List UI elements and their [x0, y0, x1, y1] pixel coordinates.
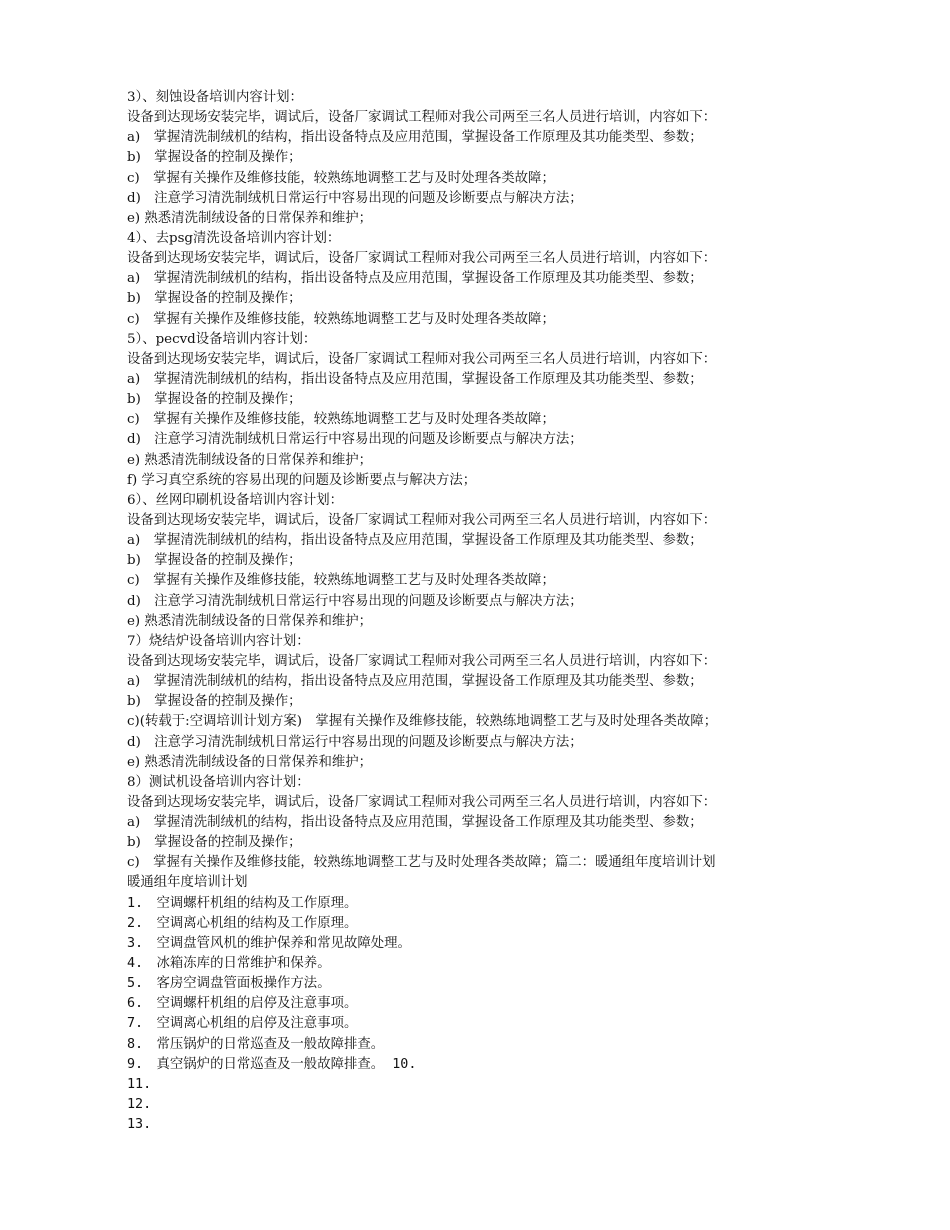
- list-item: b) 掌握设备的控制及操作；: [127, 835, 302, 851]
- text-line: 设备到达现场安装完毕，调试后，设备厂家调试工程师对我公司两至三名人员进行培训，内容如下：: [127, 110, 717, 126]
- list-item: c) 掌握有关操作及维修技能，较熟练地调整工艺与及时处理各类故障；: [127, 170, 555, 186]
- list-item: b) 掌握设备的控制及操作；: [127, 150, 302, 166]
- section-heading-etching: 3）、刻蚀设备培训内容计划：: [127, 90, 303, 105]
- numbered-item: 7. 空调离心机组的启停及注意事项。: [127, 1016, 358, 1032]
- list-item: e) 熟悉清洗制绒设备的日常保养和维护；: [127, 613, 373, 629]
- list-item: c)(转载于:空调培训计划方案) 掌握有关操作及维修技能，较熟练地调整工艺与及时处理各类故障；: [127, 714, 718, 730]
- document-body: [127, 88, 927, 1135]
- text-line: 设备到达现场安装完毕，调试后，设备厂家调试工程师对我公司两至三名人员进行培训，内容如下：: [127, 794, 717, 810]
- list-item: e) 熟悉清洗制绒设备的日常保养和维护；: [127, 754, 373, 770]
- numbered-item: 12.: [127, 1097, 152, 1113]
- list-item: c) 掌握有关操作及维修技能，较熟练地调整工艺与及时处理各类故障；: [127, 412, 555, 428]
- list-item: d) 注意学习清洗制绒机日常运行中容易出现的问题及诊断要点与解决方法；: [127, 593, 583, 609]
- text-line: 设备到达现场安装完毕，调试后，设备厂家调试工程师对我公司两至三名人员进行培训，内容如下：: [127, 512, 717, 528]
- numbered-item: 6. 空调螺杆机组的启停及注意事项。: [127, 996, 358, 1012]
- text-line: 设备到达现场安装完毕，调试后，设备厂家调试工程师对我公司两至三名人员进行培训，内容如下：: [127, 351, 717, 367]
- numbered-item: 1. 空调螺杆机组的结构及工作原理。: [127, 895, 358, 911]
- list-item: b) 掌握设备的控制及操作；: [127, 694, 302, 710]
- section-heading-tester: 8）测试机设备培训内容计划：: [127, 774, 310, 790]
- list-item: e) 熟悉清洗制绒设备的日常保养和维护；: [127, 210, 373, 226]
- section-heading-psg: 4）、去psg清洗设备培训内容计划：: [127, 230, 341, 246]
- list-item: d) 注意学习清洗制绒机日常运行中容易出现的问题及诊断要点与解决方法；: [127, 432, 583, 448]
- list-item: a) 掌握清洗制绒机的结构，指出设备特点及应用范围，掌握设备工作原理及其功能类型、参数；: [127, 815, 703, 831]
- list-item: c) 掌握有关操作及维修技能，较熟练地调整工艺与及时处理各类故障；: [127, 573, 555, 589]
- numbered-item: 2. 空调离心机组的结构及工作原理。: [127, 915, 358, 931]
- list-item: f) 学习真空系统的容易出现的问题及诊断要点与解决方法；: [127, 472, 477, 488]
- list-item: c) 掌握有关操作及维修技能，较熟练地调整工艺与及时处理各类故障；: [127, 311, 555, 327]
- text-line: 设备到达现场安装完毕，调试后，设备厂家调试工程师对我公司两至三名人员进行培训，内容如下：: [127, 653, 717, 669]
- list-item: c) 掌握有关操作及维修技能，较熟练地调整工艺与及时处理各类故障；篇二：暖通组年度培训计划: [127, 855, 716, 871]
- numbered-item: 9. 真空锅炉的日常巡查及一般故障排查。 10.: [127, 1056, 417, 1072]
- list-item: b) 掌握设备的控制及操作；: [127, 553, 302, 569]
- text-line: 设备到达现场安装完毕，调试后，设备厂家调试工程师对我公司两至三名人员进行培训，内容如下：: [127, 251, 717, 267]
- list-item: a) 掌握清洗制绒机的结构，指出设备特点及应用范围，掌握设备工作原理及其功能类型、参数；: [127, 533, 703, 549]
- list-item: e) 熟悉清洗制绒设备的日常保养和维护；: [127, 452, 373, 468]
- list-item: d) 注意学习清洗制绒机日常运行中容易出现的问题及诊断要点与解决方法；: [127, 734, 583, 750]
- numbered-item: 4. 冰箱冻库的日常维护和保养。: [127, 956, 331, 972]
- section-heading-sintering-furnace: 7）烧结炉设备培训内容计划：: [127, 633, 310, 649]
- list-item: a) 掌握清洗制绒机的结构，指出设备特点及应用范围，掌握设备工作原理及其功能类型、参数；: [127, 674, 703, 690]
- list-item: d) 注意学习清洗制绒机日常运行中容易出现的问题及诊断要点与解决方法；: [127, 190, 583, 206]
- numbered-item: 5. 客房空调盘管面板操作方法。: [127, 976, 331, 992]
- numbered-item: 11.: [127, 1076, 152, 1092]
- numbered-item: 3. 空调盘管风机的维护保养和常见故障处理。: [127, 935, 411, 951]
- numbered-item: 8. 常压锅炉的日常巡查及一般故障排查。: [127, 1036, 385, 1052]
- list-item: a) 掌握清洗制绒机的结构，指出设备特点及应用范围，掌握设备工作原理及其功能类型、参数；: [127, 271, 703, 287]
- list-item: b) 掌握设备的控制及操作；: [127, 291, 302, 307]
- section-heading-hvac-plan: 暖通组年度培训计划: [127, 875, 248, 891]
- section-heading-screen-printer: 6）、丝网印刷机设备培训内容计划：: [127, 492, 344, 508]
- numbered-item: 13.: [127, 1117, 152, 1133]
- list-item: a) 掌握清洗制绒机的结构，指出设备特点及应用范围，掌握设备工作原理及其功能类型、参数；: [127, 371, 703, 387]
- list-item: a) 掌握清洗制绒机的结构，指出设备特点及应用范围，掌握设备工作原理及其功能类型、参数；: [127, 130, 703, 146]
- section-heading-pecvd: 5）、pecvd设备培训内容计划：: [127, 331, 317, 347]
- list-item: b) 掌握设备的控制及操作；: [127, 392, 302, 408]
